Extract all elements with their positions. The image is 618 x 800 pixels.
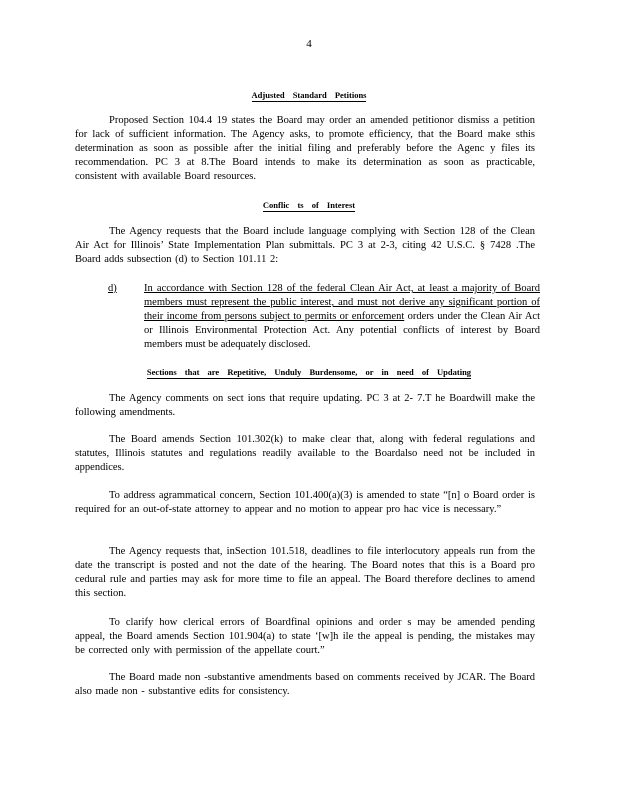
paragraph-section-101-904: To clarify how clerical errors of Boardfinal opinions and order s may be amended pending appeal, the Board amends Section 101.904(a) to state ‘[w]h ile the appeal is pending, the mistakes may be corrected only with permission of the appellate court.” xyxy=(75,617,535,656)
paragraph-adjusted-standard: Proposed Section 104.4 19 states the Board may order an amended petitionor dismiss a petition for lack of sufficient information. The Agency asks, to promote efficiency, that the Board make sthis determination as soon as possible after the initial filing and preferably before the Agenc y files its recommendation. PC 3 at 8.The Board intends to make its determination as soon as practicable, consistent with available Board resources. xyxy=(75,115,535,182)
paragraph-section-101-302: The Board amends Section 101.302(k) to make clear that, along with federal regulations and statutes, Illinois statutes and regulations readily available to the Boardalso need not be included in appendices. xyxy=(75,434,535,473)
paragraph-jcar-amendments: The Board made non -substantive amendments based on comments received by JCAR. The Board also made non - substantive edits for consistency. xyxy=(75,672,535,697)
section-heading-text: Sections that are Repetitive, Unduly Burdensome, or in need of Updating xyxy=(146,367,472,377)
section-heading-text: Adjusted Standard Petitions xyxy=(251,90,367,100)
section-heading-text: Conflic ts of Interest xyxy=(262,200,356,210)
paragraph-conflicts: The Agency requests that the Board include language complying with Section 128 of the Clean Air Act for Illinois’ State Implementation Plan submittals. PC 3 at 2-3, citing 42 U.S.C. § 7428 .The Board adds subsection (d) to Section 101.11 2: xyxy=(75,226,535,265)
subsection-plain-text: orders under the Clean Air Act or Illinois Environmental Protection Act. Any potential conflicts of interest by Board members must be adequately disclosed. xyxy=(144,311,541,350)
section-heading-conflicts-of-interest xyxy=(0,200,618,210)
subsection-underlined-text: In accordance with Section 128 of the federal Clean Air Act, at least a majority of Board members must represent the public interest, and must not derive any significant portion of their income from persons subject to permits or enforcement xyxy=(144,283,540,322)
subsection-label: d) xyxy=(108,283,117,294)
subsection-text xyxy=(144,282,540,352)
paragraph-section-101-400: To address agrammatical concern, Section 101.400(a)(3) is amended to state “[n] o Board order is required for an out-of-state attorney to appear and no motion to appear pro hac vice is necessary.” xyxy=(75,490,535,515)
paragraph-agency-comments: The Agency comments on sect ions that require updating. PC 3 at 2- 7.T he Boardwill make the following amendments. xyxy=(75,393,535,418)
section-heading-adjusted-standard-petitions xyxy=(0,90,618,100)
paragraph-section-101-518: The Agency requests that, inSection 101.518, deadlines to file interlocutory appeals run from the date the transcript is posted and not the date of the hearing. The Board notes that this is a Board pro cedural rule and parties may ask for more time to file an appeal. The Board therefore declines to amend this section. xyxy=(75,546,535,599)
page-number: 4 xyxy=(306,38,312,50)
section-heading-repetitive-sections xyxy=(0,367,618,377)
